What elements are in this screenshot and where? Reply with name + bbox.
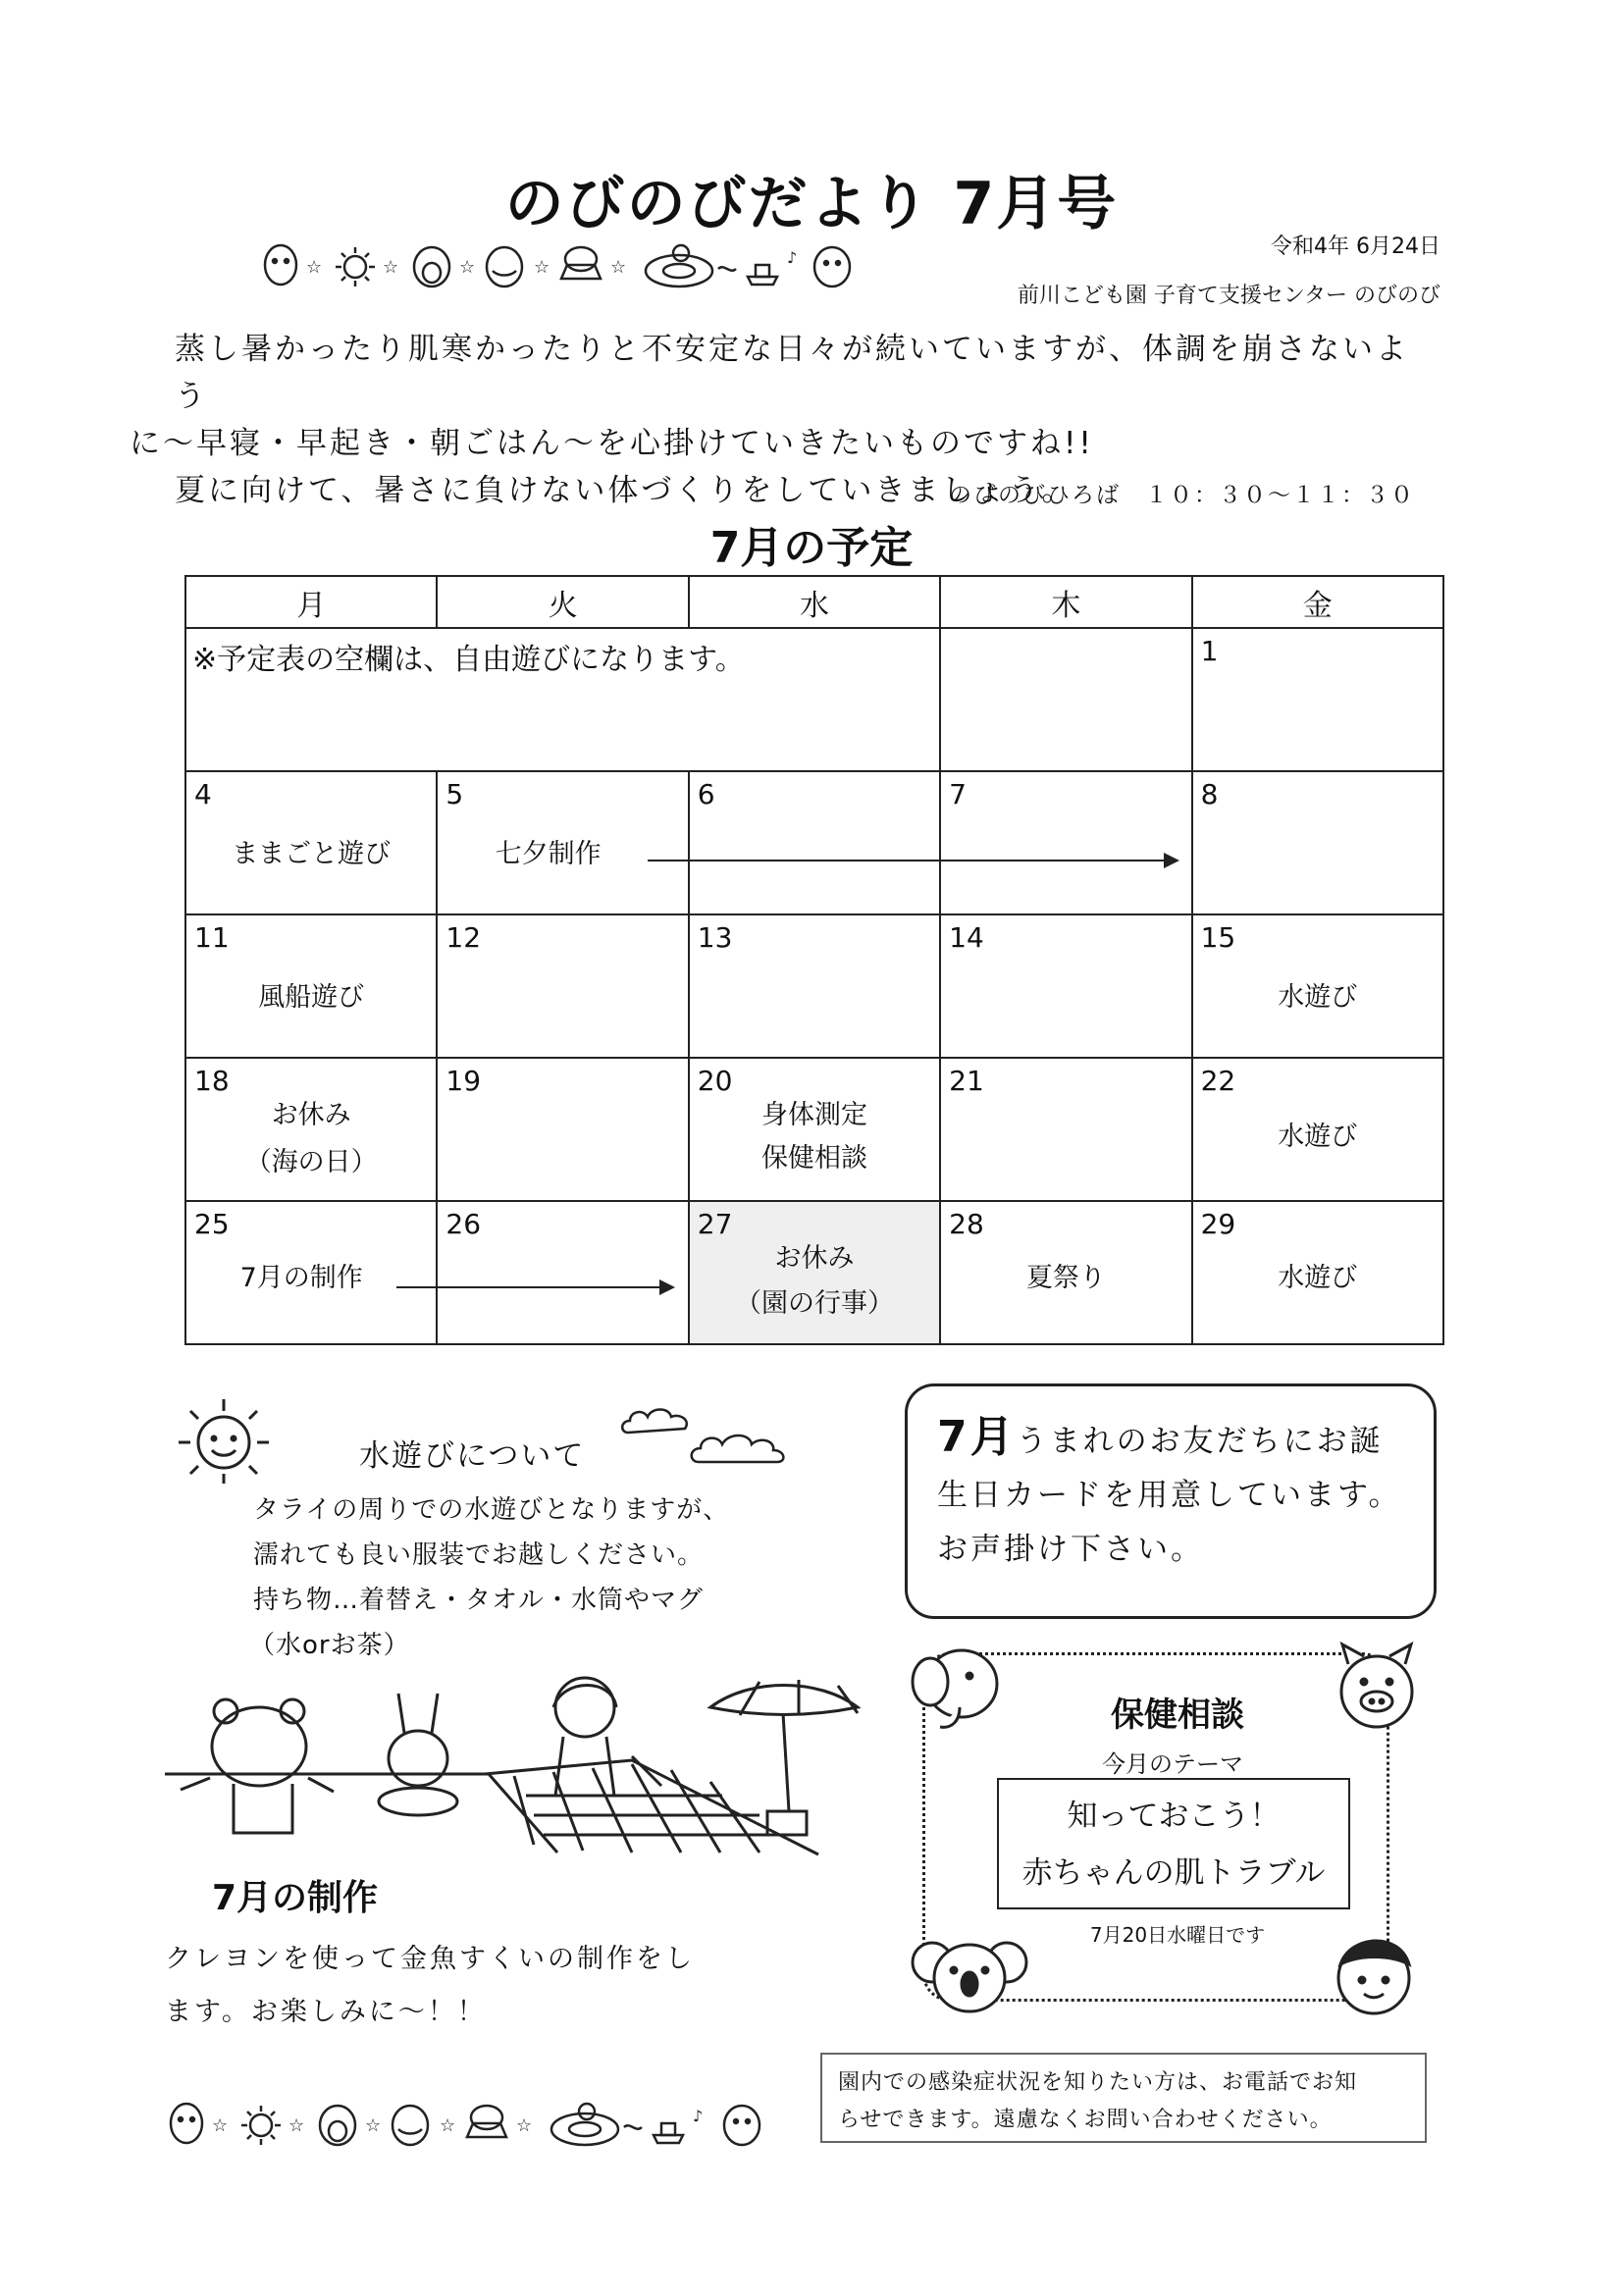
day-number: 20	[697, 1065, 733, 1097]
day-number: 13	[697, 921, 733, 954]
infection-line-2: らせできます。遠慮なくお問い合わせください。	[838, 2108, 1333, 2132]
svg-text:☆: ☆	[365, 2115, 382, 2136]
craft-line-2: ます。お楽しみに～！！	[165, 1997, 487, 2027]
day-number: 7	[949, 778, 967, 810]
health-theme-line-1: 知っておこう！	[1067, 1799, 1281, 1834]
event-label: お休み	[271, 1100, 351, 1130]
craft-line-1: クレヨンを使って金魚すくいの制作をし	[165, 1944, 695, 1974]
intro-line-2: に～早寝・早起き・朝ごはん～を心掛けていきたいものですね!!	[130, 426, 1094, 461]
intro-line-1: 蒸し暑かったり肌寒かったりと不安定な日々が続いていますが、体調を崩さないよう	[175, 332, 1409, 414]
health-theme-box	[997, 1778, 1350, 1909]
water-play-body	[249, 1487, 730, 1668]
health-consult-date: 7月20日水曜日です	[1089, 1923, 1266, 1947]
birthday-text	[937, 1410, 1402, 1577]
event-label: 保健相談	[760, 1143, 867, 1174]
day-number: 11	[194, 921, 230, 954]
infection-notice	[820, 2053, 1427, 2143]
issue-date: 令和4年 6月24日	[1271, 235, 1440, 259]
event-label: 水遊び	[1278, 1122, 1358, 1152]
birthday-box	[905, 1383, 1437, 1619]
birthday-line-3: お声掛け下さい。	[937, 1532, 1204, 1567]
svg-text:☆: ☆	[610, 257, 627, 278]
calendar-cell	[437, 1201, 688, 1344]
calendar-cell	[940, 771, 1191, 914]
calendar-cell	[437, 771, 688, 914]
svg-text:☆: ☆	[440, 2115, 456, 2136]
day-number: 27	[697, 1208, 733, 1240]
elephant-icon	[903, 1629, 1011, 1737]
day-number: 12	[445, 921, 482, 954]
svg-text:♪: ♪	[693, 2107, 704, 2125]
cloud-icon	[687, 1423, 805, 1470]
calendar-cell	[1192, 1201, 1443, 1344]
day-number: 26	[445, 1208, 482, 1240]
tanabata-arrow	[648, 860, 1178, 861]
day-number: 15	[1200, 921, 1236, 954]
calendar-cell	[437, 1058, 688, 1201]
calendar-week-0	[185, 628, 1443, 771]
infection-line-1: 園内での感染症状況を知りたい方は、お電話でお知	[838, 2070, 1358, 2095]
svg-text:☆: ☆	[516, 2115, 533, 2136]
calendar-cell	[940, 1058, 1191, 1201]
craft-title: 7月の制作	[212, 1878, 379, 1918]
intro-line-3: 夏に向けて、暑さに負けない体づくりをしていきましょう。	[175, 473, 1075, 508]
calendar-cell	[1192, 628, 1443, 771]
calendar-cell	[689, 1201, 940, 1344]
day-number: 4	[194, 778, 212, 810]
day-number: 29	[1200, 1208, 1236, 1240]
event-label: お休み	[774, 1243, 855, 1274]
svg-text:☆: ☆	[306, 257, 323, 278]
health-theme-line-2: 赤ちゃんの肌トラブル	[1021, 1855, 1326, 1891]
craft-body	[165, 1933, 695, 2039]
svg-text:☆: ☆	[383, 257, 399, 278]
svg-text:☆: ☆	[288, 2115, 305, 2136]
water-line-2: 濡れても良い服装でお越しください。	[253, 1540, 705, 1570]
event-label: 7月の制作	[239, 1263, 363, 1293]
sun-icon	[165, 1391, 283, 1489]
calendar-cell	[940, 1201, 1191, 1344]
hiroba-hours: のびのびひろば １０：３０～１１：３０	[949, 483, 1415, 508]
birthday-line-2: 生日カードを用意しています。	[937, 1478, 1402, 1513]
july-craft-arrow	[396, 1286, 673, 1288]
day-number: 8	[1200, 778, 1219, 810]
day-number: 14	[949, 921, 984, 954]
birthday-month: 7月	[937, 1412, 1017, 1462]
event-label: 夏祭り	[1025, 1263, 1106, 1293]
decoration-row-top	[257, 235, 865, 294]
day-number: 22	[1200, 1065, 1236, 1097]
header-thu: 木	[940, 576, 1191, 628]
koala-icon	[911, 1923, 1028, 2021]
calendar-cell	[940, 914, 1191, 1058]
calendar-cell	[185, 1058, 437, 1201]
pig-icon	[1323, 1637, 1431, 1735]
header-wed: 水	[689, 576, 940, 628]
calendar-cell	[185, 914, 437, 1058]
calendar-cell	[185, 1201, 437, 1344]
page-title: のびのびだより 7月号	[504, 170, 1119, 238]
svg-text:♪: ♪	[787, 248, 798, 267]
schedule-calendar	[184, 575, 1444, 1345]
event-label: ままごと遊び	[232, 839, 392, 869]
calendar-cell	[1192, 1058, 1443, 1201]
calendar-note-cell	[185, 628, 940, 771]
calendar-cell-empty	[940, 628, 1191, 771]
calendar-cell	[689, 914, 940, 1058]
calendar-week-1	[185, 771, 1443, 914]
event-label: （園の行事）	[734, 1288, 894, 1319]
day-number: 5	[445, 778, 464, 810]
calendar-cell	[689, 1058, 940, 1201]
header-fri: 金	[1192, 576, 1443, 628]
day-number: 6	[697, 778, 715, 810]
day-number: 19	[445, 1065, 482, 1097]
day-number: 21	[949, 1065, 984, 1097]
child-face-icon	[1325, 1925, 1423, 2023]
birthday-line-1: うまれのお友だちにお誕	[1016, 1424, 1384, 1459]
organization-name: 前川こども園 子育て支援センター のびのび	[1017, 284, 1440, 308]
event-label: 七夕制作	[495, 839, 602, 869]
calendar-cell	[437, 914, 688, 1058]
character-border-icon	[257, 235, 865, 294]
svg-text:☆: ☆	[534, 257, 550, 278]
calendar-week-4	[185, 1201, 1443, 1344]
calendar-note: ※予定表の空欄は、自由遊びになります。	[192, 643, 745, 677]
character-border-icon	[163, 2094, 791, 2153]
svg-text:☆: ☆	[212, 2115, 229, 2136]
event-label: （海の日）	[244, 1147, 378, 1177]
header-tue: 火	[437, 576, 688, 628]
event-label: 水遊び	[1278, 1263, 1358, 1293]
calendar-cell	[185, 771, 437, 914]
calendar-week-2	[185, 914, 1443, 1058]
calendar-cell	[689, 771, 940, 914]
calendar-week-3	[185, 1058, 1443, 1201]
water-line-4: （水orお茶）	[249, 1631, 410, 1660]
water-play-title: 水遊びについて	[359, 1438, 586, 1474]
calendar-header-row	[185, 576, 1443, 628]
health-theme-label: 今月のテーマ	[1102, 1750, 1243, 1778]
day-number: 28	[949, 1208, 984, 1240]
day-number: 18	[194, 1065, 230, 1097]
day-number: 25	[194, 1208, 230, 1240]
header-mon: 月	[185, 576, 437, 628]
health-consult-title: 保健相談	[1111, 1696, 1244, 1735]
event-label: 風船遊び	[258, 982, 365, 1013]
event-label: 身体測定	[760, 1100, 867, 1130]
day-number: 1	[1200, 635, 1219, 667]
svg-text:☆: ☆	[459, 257, 476, 278]
calendar-cell	[1192, 771, 1443, 914]
schedule-title: 7月の予定	[709, 523, 914, 573]
water-play-illustration	[161, 1668, 867, 1864]
decoration-row-bottom	[163, 2094, 791, 2153]
water-line-1: タライの周りでの水遊びとなりますが、	[253, 1495, 730, 1525]
event-label: 水遊び	[1278, 982, 1358, 1013]
water-line-3: 持ち物…着替え・タオル・水筒やマグ	[253, 1586, 705, 1615]
calendar-cell	[1192, 914, 1443, 1058]
